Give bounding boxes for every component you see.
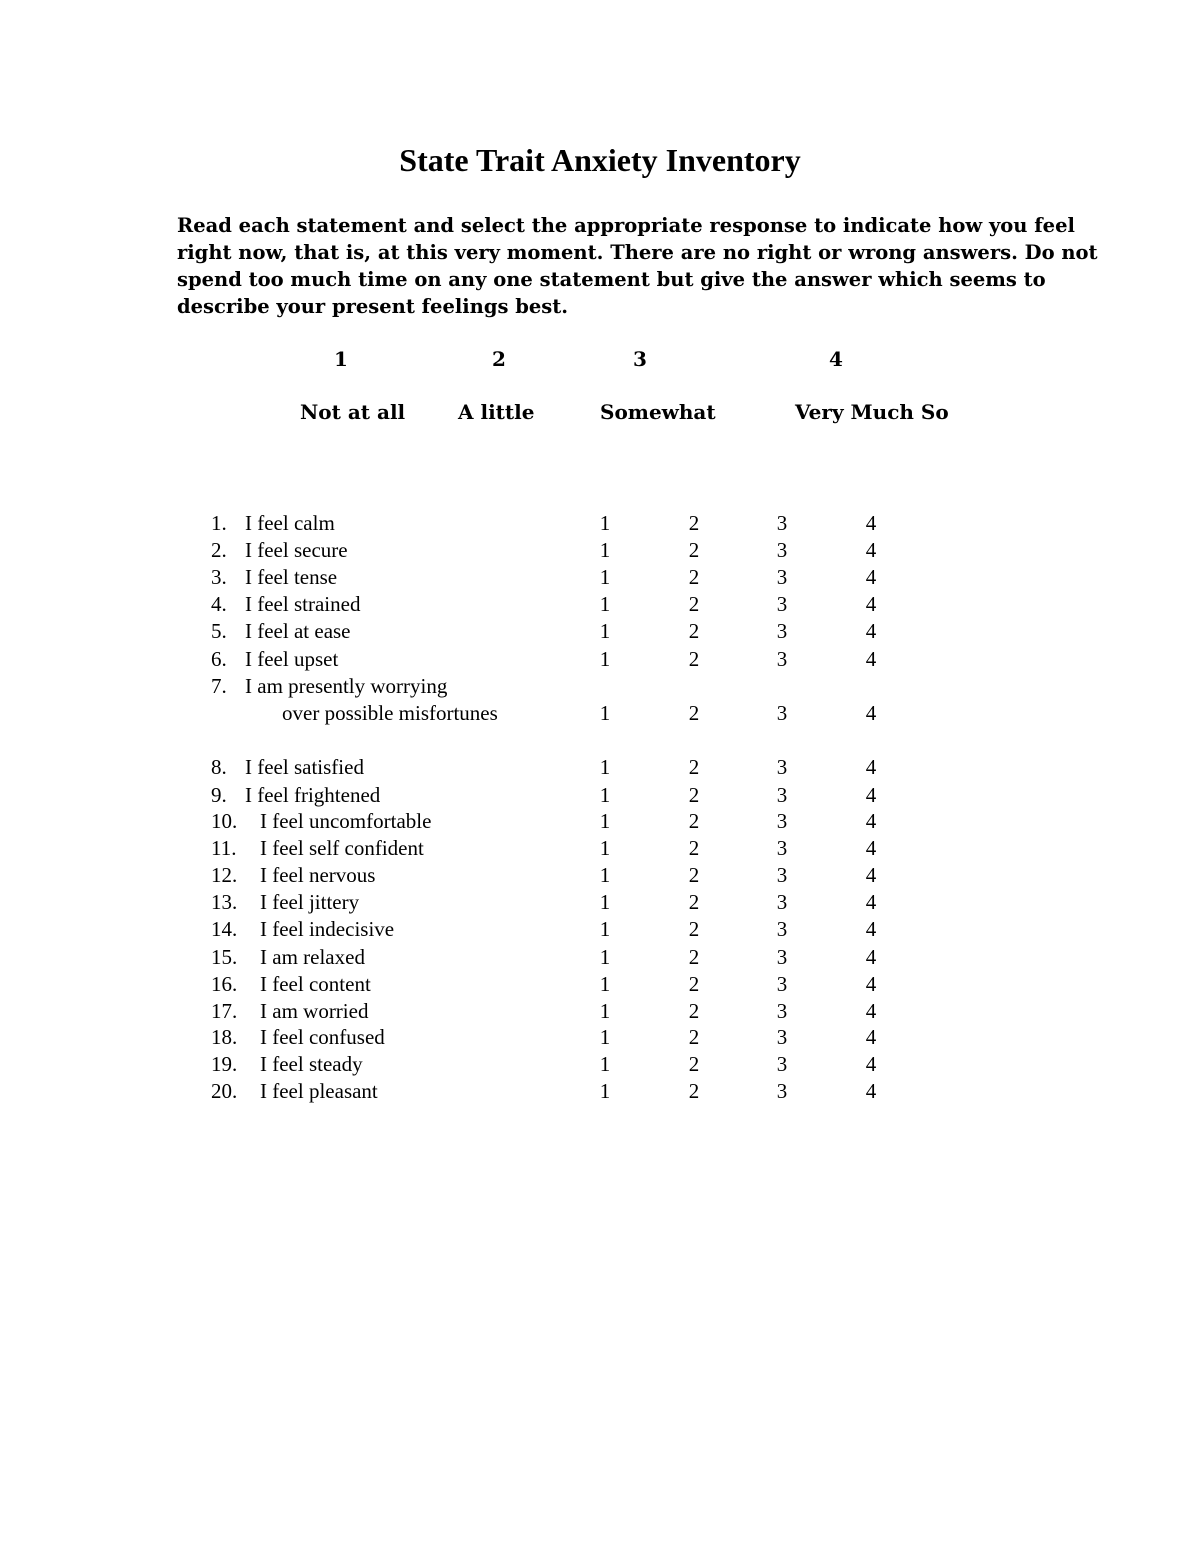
list-item bbox=[0, 782, 1200, 809]
item-number: 1. bbox=[211, 511, 227, 535]
response-option-1[interactable]: 1 bbox=[599, 945, 611, 969]
response-option-4[interactable]: 4 bbox=[865, 565, 877, 589]
list-item bbox=[0, 564, 1200, 591]
item-number: 16. bbox=[211, 972, 238, 996]
response-option-3[interactable]: 3 bbox=[776, 783, 788, 807]
response-option-2[interactable]: 2 bbox=[688, 945, 700, 969]
list-item bbox=[0, 1078, 1200, 1105]
scale-number-2: 2 bbox=[492, 347, 506, 371]
scale-label-very-much-so: Very Much So bbox=[795, 400, 949, 424]
item-number: 6. bbox=[211, 647, 227, 671]
item-statement: I feel at ease bbox=[245, 619, 351, 643]
response-option-4[interactable]: 4 bbox=[865, 972, 877, 996]
list-item bbox=[0, 618, 1200, 645]
item-statement: I feel nervous bbox=[260, 863, 376, 887]
response-option-2[interactable]: 2 bbox=[688, 1052, 700, 1076]
list-item bbox=[0, 646, 1200, 673]
scale-label-somewhat: Somewhat bbox=[600, 400, 716, 424]
item-number: 7. bbox=[211, 674, 227, 698]
response-option-1[interactable]: 1 bbox=[599, 565, 611, 589]
response-option-1[interactable]: 1 bbox=[599, 511, 611, 535]
item-number: 17. bbox=[211, 999, 238, 1023]
response-option-2[interactable]: 2 bbox=[688, 647, 700, 671]
response-option-1[interactable]: 1 bbox=[599, 538, 611, 562]
list-item bbox=[0, 673, 1200, 700]
response-option-2[interactable]: 2 bbox=[688, 836, 700, 860]
item-statement: I feel secure bbox=[245, 538, 348, 562]
list-item bbox=[0, 537, 1200, 564]
item-statement: I am relaxed bbox=[260, 945, 365, 969]
item-statement: I feel uncomfortable bbox=[260, 809, 432, 833]
page-title: State Trait Anxiety Inventory bbox=[399, 142, 801, 178]
item-statement: I feel tense bbox=[245, 565, 338, 589]
item-statement: I feel confused bbox=[260, 1025, 385, 1049]
response-option-1[interactable]: 1 bbox=[599, 917, 611, 941]
response-option-3[interactable]: 3 bbox=[776, 1052, 788, 1076]
item-number: 14. bbox=[211, 917, 238, 941]
response-option-1[interactable]: 1 bbox=[599, 755, 611, 779]
response-option-4[interactable]: 4 bbox=[865, 1052, 877, 1076]
response-option-4[interactable]: 4 bbox=[865, 701, 877, 725]
response-option-3[interactable]: 3 bbox=[776, 1079, 788, 1103]
response-option-2[interactable]: 2 bbox=[688, 999, 700, 1023]
response-option-3[interactable]: 3 bbox=[776, 538, 788, 562]
list-item bbox=[0, 754, 1200, 781]
response-option-3[interactable]: 3 bbox=[776, 755, 788, 779]
response-option-4[interactable]: 4 bbox=[865, 755, 877, 779]
instructions-line: describe your present feelings best. bbox=[177, 295, 569, 318]
list-item bbox=[0, 510, 1200, 537]
item-number: 3. bbox=[211, 565, 227, 589]
response-option-1[interactable]: 1 bbox=[599, 890, 611, 914]
response-option-3[interactable]: 3 bbox=[776, 890, 788, 914]
list-item bbox=[0, 1051, 1200, 1078]
response-option-3[interactable]: 3 bbox=[776, 647, 788, 671]
response-option-2[interactable]: 2 bbox=[688, 917, 700, 941]
item-number: 8. bbox=[211, 755, 227, 779]
response-option-2[interactable]: 2 bbox=[688, 783, 700, 807]
item-number: 2. bbox=[211, 538, 227, 562]
item-statement: I feel calm bbox=[245, 511, 335, 535]
response-option-4[interactable]: 4 bbox=[865, 890, 877, 914]
item-number: 18. bbox=[211, 1025, 238, 1049]
response-option-2[interactable]: 2 bbox=[688, 565, 700, 589]
response-option-1[interactable]: 1 bbox=[599, 619, 611, 643]
response-option-2[interactable]: 2 bbox=[688, 701, 700, 725]
list-item bbox=[0, 889, 1200, 916]
response-option-3[interactable]: 3 bbox=[776, 592, 788, 616]
item-number: 15. bbox=[211, 945, 238, 969]
response-option-1[interactable]: 1 bbox=[599, 1079, 611, 1103]
response-option-1[interactable]: 1 bbox=[599, 809, 611, 833]
list-item bbox=[0, 971, 1200, 998]
list-item bbox=[0, 998, 1200, 1025]
list-item bbox=[0, 944, 1200, 971]
item-statement: I am worried bbox=[260, 999, 369, 1023]
item-statement: I feel steady bbox=[260, 1052, 363, 1076]
item-statement: I feel jittery bbox=[260, 890, 360, 914]
item-number: 12. bbox=[211, 863, 238, 887]
item-statement: I am presently worrying bbox=[245, 674, 448, 698]
item-statement: I feel satisfied bbox=[245, 755, 364, 779]
list-item bbox=[0, 808, 1200, 835]
response-option-1[interactable]: 1 bbox=[599, 592, 611, 616]
item-number: 19. bbox=[211, 1052, 238, 1076]
response-option-3[interactable]: 3 bbox=[776, 565, 788, 589]
response-option-4[interactable]: 4 bbox=[865, 809, 877, 833]
item-number: 13. bbox=[211, 890, 238, 914]
response-option-3[interactable]: 3 bbox=[776, 701, 788, 725]
list-item-continuation bbox=[0, 700, 1200, 727]
response-option-3[interactable]: 3 bbox=[776, 972, 788, 996]
response-option-3[interactable]: 3 bbox=[776, 945, 788, 969]
scale-number-4: 4 bbox=[829, 347, 843, 371]
scale-label-not-at-all: Not at all bbox=[300, 400, 406, 424]
scale-number-3: 3 bbox=[633, 347, 647, 371]
response-option-2[interactable]: 2 bbox=[688, 592, 700, 616]
scale-label-a-little: A little bbox=[458, 400, 535, 424]
response-option-2[interactable]: 2 bbox=[688, 619, 700, 643]
response-option-1[interactable]: 1 bbox=[599, 836, 611, 860]
item-statement-continuation: over possible misfortunes bbox=[282, 701, 498, 725]
response-option-2[interactable]: 2 bbox=[688, 755, 700, 779]
list-item bbox=[0, 835, 1200, 862]
response-option-3[interactable]: 3 bbox=[776, 619, 788, 643]
response-option-1[interactable]: 1 bbox=[599, 999, 611, 1023]
response-option-3[interactable]: 3 bbox=[776, 809, 788, 833]
response-option-2[interactable]: 2 bbox=[688, 1079, 700, 1103]
response-option-2[interactable]: 2 bbox=[688, 809, 700, 833]
list-item bbox=[0, 862, 1200, 889]
scale-number-1: 1 bbox=[334, 347, 348, 371]
item-statement: I feel content bbox=[260, 972, 371, 996]
response-option-1[interactable]: 1 bbox=[599, 783, 611, 807]
item-statement: I feel strained bbox=[245, 592, 361, 616]
response-option-4[interactable]: 4 bbox=[865, 538, 877, 562]
response-option-3[interactable]: 3 bbox=[776, 511, 788, 535]
response-option-2[interactable]: 2 bbox=[688, 511, 700, 535]
response-option-4[interactable]: 4 bbox=[865, 917, 877, 941]
item-statement: I feel indecisive bbox=[260, 917, 395, 941]
response-option-2[interactable]: 2 bbox=[688, 863, 700, 887]
response-option-4[interactable]: 4 bbox=[865, 945, 877, 969]
response-option-4[interactable]: 4 bbox=[865, 863, 877, 887]
response-option-4[interactable]: 4 bbox=[865, 999, 877, 1023]
response-option-3[interactable]: 3 bbox=[776, 836, 788, 860]
response-option-1[interactable]: 1 bbox=[599, 863, 611, 887]
response-option-1[interactable]: 1 bbox=[599, 972, 611, 996]
item-number: 10. bbox=[211, 809, 238, 833]
response-option-2[interactable]: 2 bbox=[688, 1025, 700, 1049]
response-option-1[interactable]: 1 bbox=[599, 647, 611, 671]
response-option-3[interactable]: 3 bbox=[776, 863, 788, 887]
response-option-4[interactable]: 4 bbox=[865, 1025, 877, 1049]
item-number: 20. bbox=[211, 1079, 238, 1103]
response-option-1[interactable]: 1 bbox=[599, 701, 611, 725]
list-item bbox=[0, 591, 1200, 618]
response-option-4[interactable]: 4 bbox=[865, 783, 877, 807]
response-option-4[interactable]: 4 bbox=[865, 619, 877, 643]
item-statement: I feel pleasant bbox=[260, 1079, 378, 1103]
item-statement: I feel self confident bbox=[260, 836, 424, 860]
instructions bbox=[177, 212, 1098, 320]
response-option-2[interactable]: 2 bbox=[688, 890, 700, 914]
response-option-2[interactable]: 2 bbox=[688, 972, 700, 996]
list-item bbox=[0, 916, 1200, 943]
item-number: 9. bbox=[211, 783, 227, 807]
response-option-4[interactable]: 4 bbox=[865, 592, 877, 616]
item-statement: I feel upset bbox=[245, 647, 339, 671]
list-item bbox=[0, 1024, 1200, 1051]
response-option-4[interactable]: 4 bbox=[865, 836, 877, 860]
response-option-1[interactable]: 1 bbox=[599, 1025, 611, 1049]
response-option-4[interactable]: 4 bbox=[865, 511, 877, 535]
item-number: 5. bbox=[211, 619, 227, 643]
instructions-line: Read each statement and select the appropriate response to indicate how you feel bbox=[177, 214, 1075, 237]
response-option-3[interactable]: 3 bbox=[776, 917, 788, 941]
instructions-line: right now, that is, at this very moment. There are no right or wrong answers. Do not bbox=[177, 241, 1098, 264]
item-number: 4. bbox=[211, 592, 227, 616]
response-option-3[interactable]: 3 bbox=[776, 999, 788, 1023]
response-option-2[interactable]: 2 bbox=[688, 538, 700, 562]
response-option-3[interactable]: 3 bbox=[776, 1025, 788, 1049]
response-option-1[interactable]: 1 bbox=[599, 1052, 611, 1076]
response-option-4[interactable]: 4 bbox=[865, 647, 877, 671]
response-option-4[interactable]: 4 bbox=[865, 1079, 877, 1103]
instructions-line: spend too much time on any one statement but give the answer which seems to bbox=[177, 268, 1046, 291]
item-number: 11. bbox=[211, 836, 237, 860]
item-statement: I feel frightened bbox=[245, 783, 381, 807]
